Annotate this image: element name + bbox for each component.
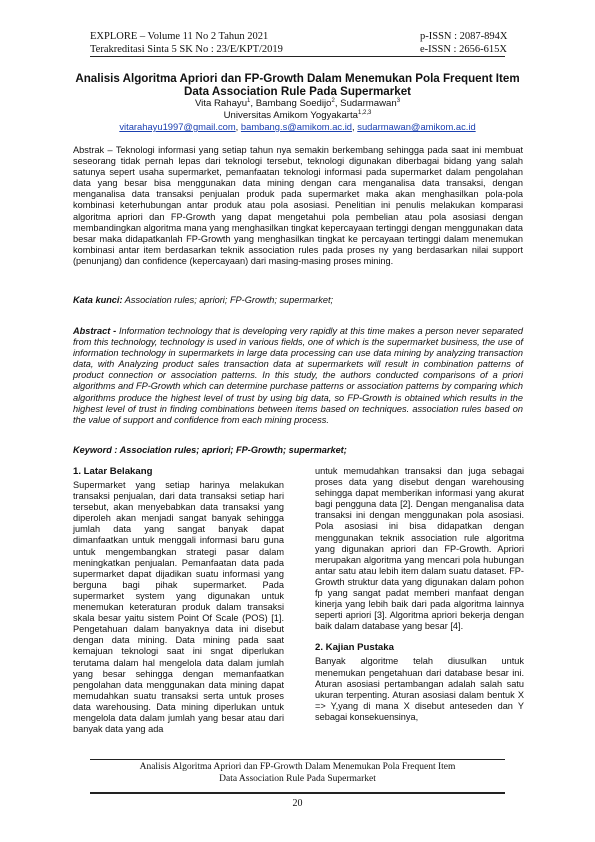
title-block xyxy=(70,72,525,133)
affiliation-name: Universitas Amikom Yogyakarta xyxy=(223,109,358,121)
journal-header-right xyxy=(420,30,508,56)
abstract-en-text: Information technology that is developing very rapidly at this time makes a person never separated from this technology, technology is used in various fields, one of which is the supermarket business, the use of information technology in supermarkets in large data processing can use data mining by analyzing transaction data, with Analyzing product sales transaction data at supermarkets will result in combination patterns of product connection or association patterns. In this study, the authors conducted comparisons of a priori algorithms and FP-Growth which can determine purchase patterns or association patterns by comparing which algorithms produce the highest level of trust by using big data, so FP-Growth is obtained which results in the highest level of trust in finding combinations between items based on techniques. association rules based on the value of support and confidence from each mining process. xyxy=(73,326,524,425)
accreditation-line: Terakreditasi Sinta 5 SK No : 23/E/KPT/2019 xyxy=(90,44,283,55)
section-body: Banyak algoritme telah diusulkan untuk menemukan pengetahuan dari database besar ini. Aturan asosiasi pertambangan adalah salah satu ukuran terpenting. Aturan asosiasi dalam bentuk X => Y,yang di mana X disebut anteseden dan Y sebagai konsekuensinya, xyxy=(315,656,524,722)
footer-line: Analisis Algoritma Apriori dan FP-Growth Dalam Menemukan Pola Frequent Item xyxy=(139,762,456,772)
abstract-en-label: Abstract - xyxy=(73,326,119,336)
paper-title: Analisis Algoritma Apriori dan FP-Growth Dalam Menemukan Pola Frequent Item Data Association Rule Pada Supermarket xyxy=(75,72,520,98)
section-heading: 1. Latar Belakang xyxy=(73,466,153,477)
author-line: Vita Rahayu$^1$, Bambang Soedijo$^2$, Sudarmawan$^3$ xyxy=(194,97,401,109)
eissn: e-ISSN : 2656-615X xyxy=(420,44,507,55)
section-body: Supermarket yang setiap harinya melakukan transaksi penjualan, dari data transaksi setiap hari tersebut, akan menyebabkan data transaksi yang diperoleh akan menjadi sangat banyak sehingga jumlah data yang sangat banyak dapat dimanfaatkan untuk menggali informasi baru guna untuk mengembangkan strategi pasar dalam meningkatkan penjualan. Pemanfaatan data pada supermarket dapat dijadikan suatu informasi yang berguna bagi pihak supermarket. Pada supermarket system yang digunakan untuk menemukan keteraturan produk dalam transaksi skala besar yaitu sistem Point Of Scale (POS) [1]. Pengetahuan dalam banyaknya data ini disebut dengan data mining. Data mining pada saat kemajuan teknologi saat ini sngat diperlukan terutama dalam hal mengelola data dalam jumlah yang besar sehingga dengan memanfaatkan pengolahan data menggunakan data mining dapat memudahkan suatu transaksi serta untuk proses data warehousing. Data mining diperlukan untuk mengelola data dalam jumlah yang besar atau dari banyak data yang ada xyxy=(73,480,284,735)
journal-volume-line: EXPLORE – Volume 11 No 2 Tahun 2021 xyxy=(90,31,269,42)
author-affil-marker: 3 xyxy=(396,97,401,104)
affiliation xyxy=(70,110,525,122)
section-body-continued: untuk memudahkan transaksi dan juga sebagai proses data yang disebut dengan warehousing sehingga dapat memberikan informasi yang akurat bagi pengguna data [2]. Dengan menganalisa data transaksi ini dengan menggunakan pola asosiasi. Pola asosiasi ini bisa didapatkan dengan menggunakan teknik association rule algoritma yang digunakan apriori dan FP-Growth. Apriori merupakan algoritma yang mencari pola hubungan antar satu atau lebih item dalam suatu dataset. FP-Growth struktur data yang digunakan dalam pohon fp yang sangat padat memberi manfaat dengan kinerja yang lebih baik dari pada algoritma lainnya seperti apriori [3]. Algoritma apriori bekerja dengan baik dalam database yang besar [4]. xyxy=(315,466,524,632)
email-line: vitarahayu1997@gmail.com, bambang.s@amikom.ac.id, sudarmawan@amikom.ac.id xyxy=(119,121,476,132)
kata-kunci-text: Association rules; apriori; FP-Growth; supermarket; xyxy=(124,295,334,305)
email-link[interactable]: bambang.s@amikom.ac.id xyxy=(240,121,353,132)
left-column xyxy=(73,466,284,735)
email-link[interactable]: sudarmawan@amikom.ac.id xyxy=(357,121,476,132)
author-name: Sudarmawan xyxy=(340,98,397,109)
page-number: 20 xyxy=(292,798,303,809)
footer-line: Data Association Rule Pada Supermarket xyxy=(219,774,376,784)
running-footer xyxy=(90,761,505,785)
abstract-en-paragraph xyxy=(73,326,523,426)
footer-divider xyxy=(90,759,505,760)
keywords-en xyxy=(73,445,523,455)
keywords-en-text: Association rules; apriori; FP-Growth; supermarket; xyxy=(119,445,347,455)
right-column xyxy=(315,466,524,723)
email-link[interactable]: vitarahayu1997@gmail.com xyxy=(119,121,236,132)
author-name: Bambang Soedijo xyxy=(255,98,332,109)
pissn: p-ISSN : 2087-894X xyxy=(420,31,508,42)
header-divider xyxy=(90,56,505,57)
journal-header-left xyxy=(90,30,283,56)
author-affil-marker: 2 xyxy=(331,97,335,104)
kata-kunci xyxy=(73,295,523,305)
author-name: Vita Rahayu xyxy=(194,98,248,109)
kata-kunci-label: Kata kunci: xyxy=(73,295,123,305)
affiliation-marker: 1,2,3 xyxy=(358,109,372,116)
footer-divider-thick xyxy=(90,792,505,794)
author-affil-marker: 1 xyxy=(247,97,251,104)
section-heading: 2. Kajian Pustaka xyxy=(315,642,394,654)
keywords-en-label: Keyword : xyxy=(73,445,120,455)
abstrak-paragraph: Abstrak – Teknologi informasi yang setiap tahun nya semakin berkembang sehingga pada saat ini membuat seseorang tidak pernah lepas dari teknologi tersebut, teknologi digunakan diberbagai bidang yang salah satunya sepert usaha supermarket, pemanfaatan teknologi informasi pada supermarket dalam pengolahan data yang besar bisa menggunakan data mining dengan cara menganalisa data transaksi, dengan menganalisa data transaksi penjualan produk pada supermarket maka akan menghasilkan pola-pola kombinasi keterhubungan antar produk atau pola asosiasi. Penelitian ini penulis melakukan komparasi algoritma apriori dan FP-Growth yang dapat mengetahui pola pembelian atau pola asosiasi dengan membandingkan algoritma mana yang menghasilkan tingkat kepercayaan tertinggi dengan menggunakan data besar maka didapatkanlah FP-Growth yang menghasilkan tingkat ke percayaan tertinggi dalam menemukan kombinasi antar item berdasarkan teknik association rules pada proses ny yang berdasarkan nilai support (penunjang) dan confidence (kepercayaan) dari masing-masing proses mining. xyxy=(73,145,523,266)
